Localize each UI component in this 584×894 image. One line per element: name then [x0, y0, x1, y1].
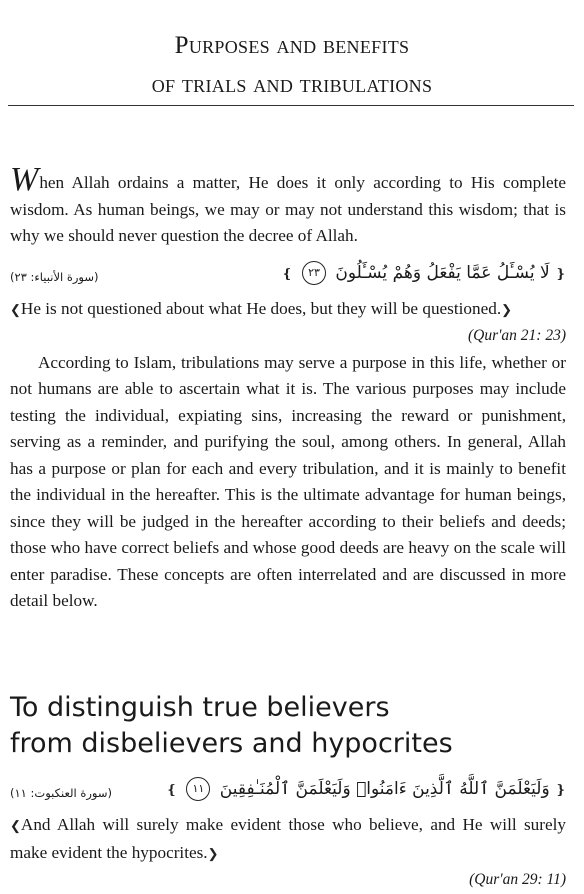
intro-text: hen Allah ordains a matter, He does it only according to His complete wisdom. As human beings, we may or may not understand this wisdom; that is why we should never question the decree of Allah. — [10, 173, 566, 245]
section-heading-line-2: from disbelievers and hypocrites — [10, 728, 453, 759]
ornament-open-icon-2: ❴ — [555, 783, 566, 798]
section-text — [10, 772, 566, 894]
translation-open-ornament-icon-2: ❮ — [10, 818, 21, 833]
ornament-close-icon: ❵ — [281, 266, 293, 282]
section-heading — [10, 690, 570, 762]
verse-2-translation: And Allah will surely make evident those who believe, and He will surely make evident the hypocrites. — [10, 815, 566, 862]
verse-2-citation: (Qur'an 29: 11) — [469, 871, 566, 888]
verse-2-number-badge: ١١ — [186, 777, 210, 801]
translation-close-ornament-icon: ❯ — [501, 301, 513, 317]
intro-paragraph — [10, 161, 566, 250]
verse-1-citation-line — [10, 323, 566, 350]
chapter-title — [14, 26, 570, 104]
verse-1-citation: (Qur'an 21: 23) — [467, 327, 566, 344]
verse-2-arabic-text: وَلَيَعْلَمَنَّ ٱللَّهُ ٱلَّذِينَ ءَامَنُوا۟ وَلَيَعْلَمَنَّ ٱلْمُنَـٰفِقِينَ — [219, 779, 550, 799]
ornament-open-icon: ❴ — [555, 266, 566, 282]
drop-cap: W — [10, 161, 39, 198]
verse-1-surah-ref: (سورة الأنبياء: ٢٣) — [10, 269, 99, 284]
translation-close-ornament-icon-2: ❯ — [207, 845, 219, 861]
verse-1-translation: He is not questioned about what He does, but they will be questioned. — [20, 298, 502, 318]
verse-1-number-badge: ٢٣ — [302, 261, 326, 285]
verse-2-translation-block — [10, 812, 566, 894]
verse-2-citation-line — [10, 867, 566, 894]
verse-2-arabic — [166, 774, 566, 806]
verse-1-arabic-row — [10, 256, 566, 296]
chapter-title-line-1: Purposes and benefits — [174, 32, 410, 59]
verse-2-arabic-row — [10, 772, 566, 812]
chapter-title-line-2: of trials and tribulations — [151, 71, 433, 98]
verse-2-surah-ref: (سورة العنكبوت: ١١) — [10, 786, 112, 800]
verse-1-arabic — [282, 258, 566, 290]
verse-1-translation-block — [10, 296, 566, 350]
section-heading-line-1: To distinguish true believers — [10, 692, 390, 723]
translation-open-ornament-icon: ❮ — [10, 301, 21, 317]
verse-1-arabic-text: لَا يُسْـَٔلُ عَمَّا يَفْعَلُ وَهُمْ يُسْـَٔلُونَ — [335, 262, 550, 283]
title-divider — [8, 105, 574, 106]
ornament-close-icon-2: ❵ — [166, 783, 177, 798]
paragraph-2: According to Islam, tribulations may serve a purpose in this life, whether or not humans are able to ascertain what it is. The various purposes may include testing the individual, expiating sins, increasing the reward or punishment, serving as a reminder, and purifying the soul, among others. In general, Allah has a purpose or plan for each and every tribulation, and it is mainly to benefit the individual in the hereafter. This is the ultimate advantage for human beings, since they will be judged in the hereafter according to their beliefs and deeds; those who have correct beliefs and whose good deeds are heavy on the scale will enter paradise. These concepts are often interrelated and are discussed in more detail below. — [10, 352, 566, 610]
main-text — [10, 161, 566, 615]
